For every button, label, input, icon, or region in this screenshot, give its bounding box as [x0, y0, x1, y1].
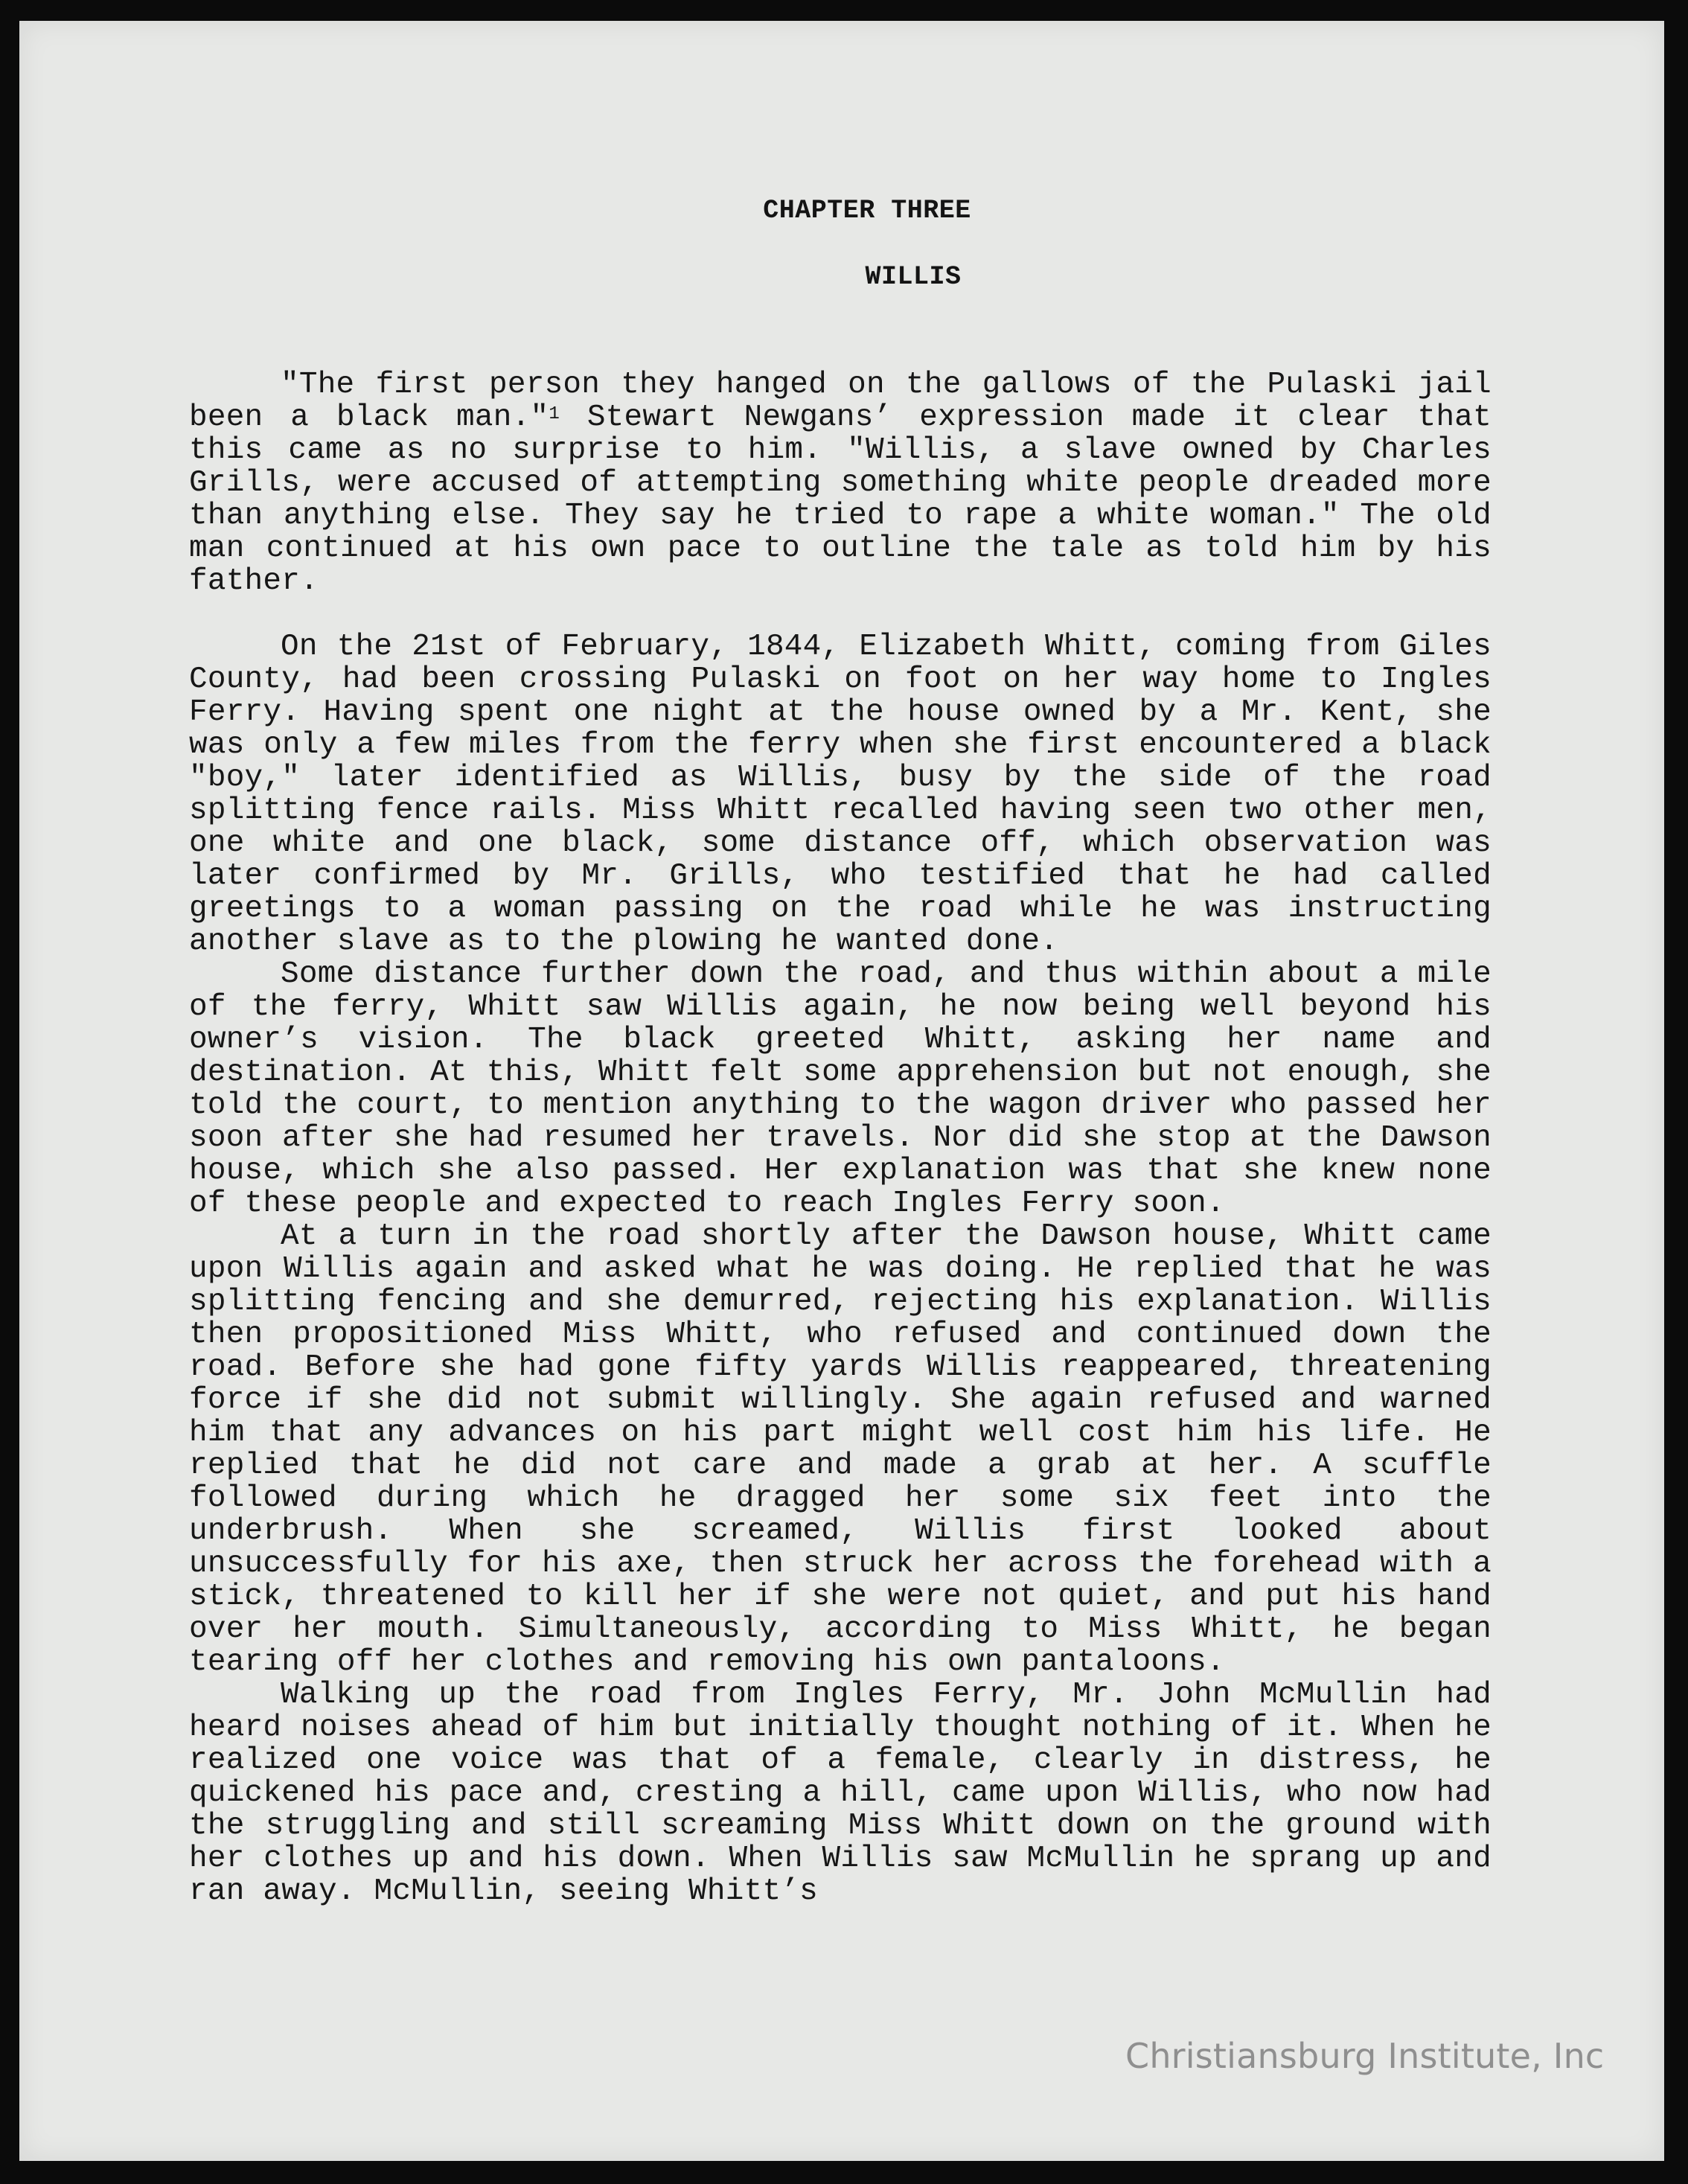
paragraph-1 — [189, 368, 1492, 598]
paragraph-5: Walking up the road from Ingles Ferry, Mr. John McMullin had heard noises ahead of him but initially thought nothing of it. When he realized one voice was that of a female, clearly in distress, he quickened his pace and, cresting a hill, came upon Willis, who now had the struggling and still screaming Miss Whitt down on the ground with her clothes up and his down. When Willis saw McMullin he sprang up and ran away. McMullin, seeing Whitt’s — [189, 1678, 1492, 1909]
chapter-subtitle: WILLIS — [865, 262, 962, 292]
watermark: Christiansburg Institute, Inc — [1125, 2036, 1605, 2076]
paragraph-3: Some distance further down the road, and thus within about a mile of the ferry, Whitt saw Willis again, he now being well beyond his owner’s vision. The black greeted Whitt, asking her name and destination. At this, Whitt felt some apprehension but not enough, she told the court, to mention anything to the wagon driver who passed her soon after she had resumed her travels. Nor did she stop at the Dawson house, which she also passed. Her explanation was that she knew none of these people and expected to reach Ingles Ferry soon. — [189, 957, 1492, 1221]
paragraph-2: On the 21st of February, 1844, Elizabeth Whitt, coming from Giles County, had been crossing Pulaski on foot on her way home to Ingles Ferry. Having spent one night at the house owned by a Mr. Kent, she was only a few miles from the ferry when she first encountered a black "boy," later identified as Willis, busy by the side of the road splitting fence rails. Miss Whitt recalled having seen two other men, one white and one black, some distance off, which observation was later confirmed by Mr. Grills, who testified that he had called greetings to a woman passing on the road while he was instructing another slave as to the plowing he wanted done. — [189, 630, 1492, 959]
paragraph-1-opening: "The first person they hanged on the gallows of the Pulaski jail been a black man." — [189, 368, 1492, 435]
chapter-title: CHAPTER THREE — [763, 196, 971, 226]
paragraph-4: At a turn in the road shortly after the Dawson house, Whitt came upon Willis again and asked what he was doing. He replied that he was splitting fencing and she demurred, rejecting his explanation. Willis then propositioned Miss Whitt, who refused and continued down the road. Before she had gone fifty yards Willis reappeared, threatening force if she did not submit willingly. She again refused and warned him that any advances on his part might well cost him his life. He replied that he did not care and made a grab at her. A scuffle followed during which he dragged her some six feet into the underbrush. When she screamed, Willis first looked about unsuccessfully for his axe, then struck her across the forehead with a stick, threatened to kill her if she were not quiet, and put his hand over her mouth. Simultaneously, according to Miss Whitt, he began tearing off her clothes and removing his own pantaloons. — [189, 1219, 1492, 1679]
paragraph-1-continuation: Stewart Newgans’ expression made it clear that this came as no surprise to him. "Willis, a slave owned by Charles Grills, were accused of attempting something white people dreaded more than anything else. They say he tried to rape a white woman." The old man continued at his own pace to outline the tale as told him by his father. — [189, 400, 1492, 598]
footnote-marker: 1 — [549, 404, 560, 424]
chapter-body — [189, 368, 1492, 1908]
